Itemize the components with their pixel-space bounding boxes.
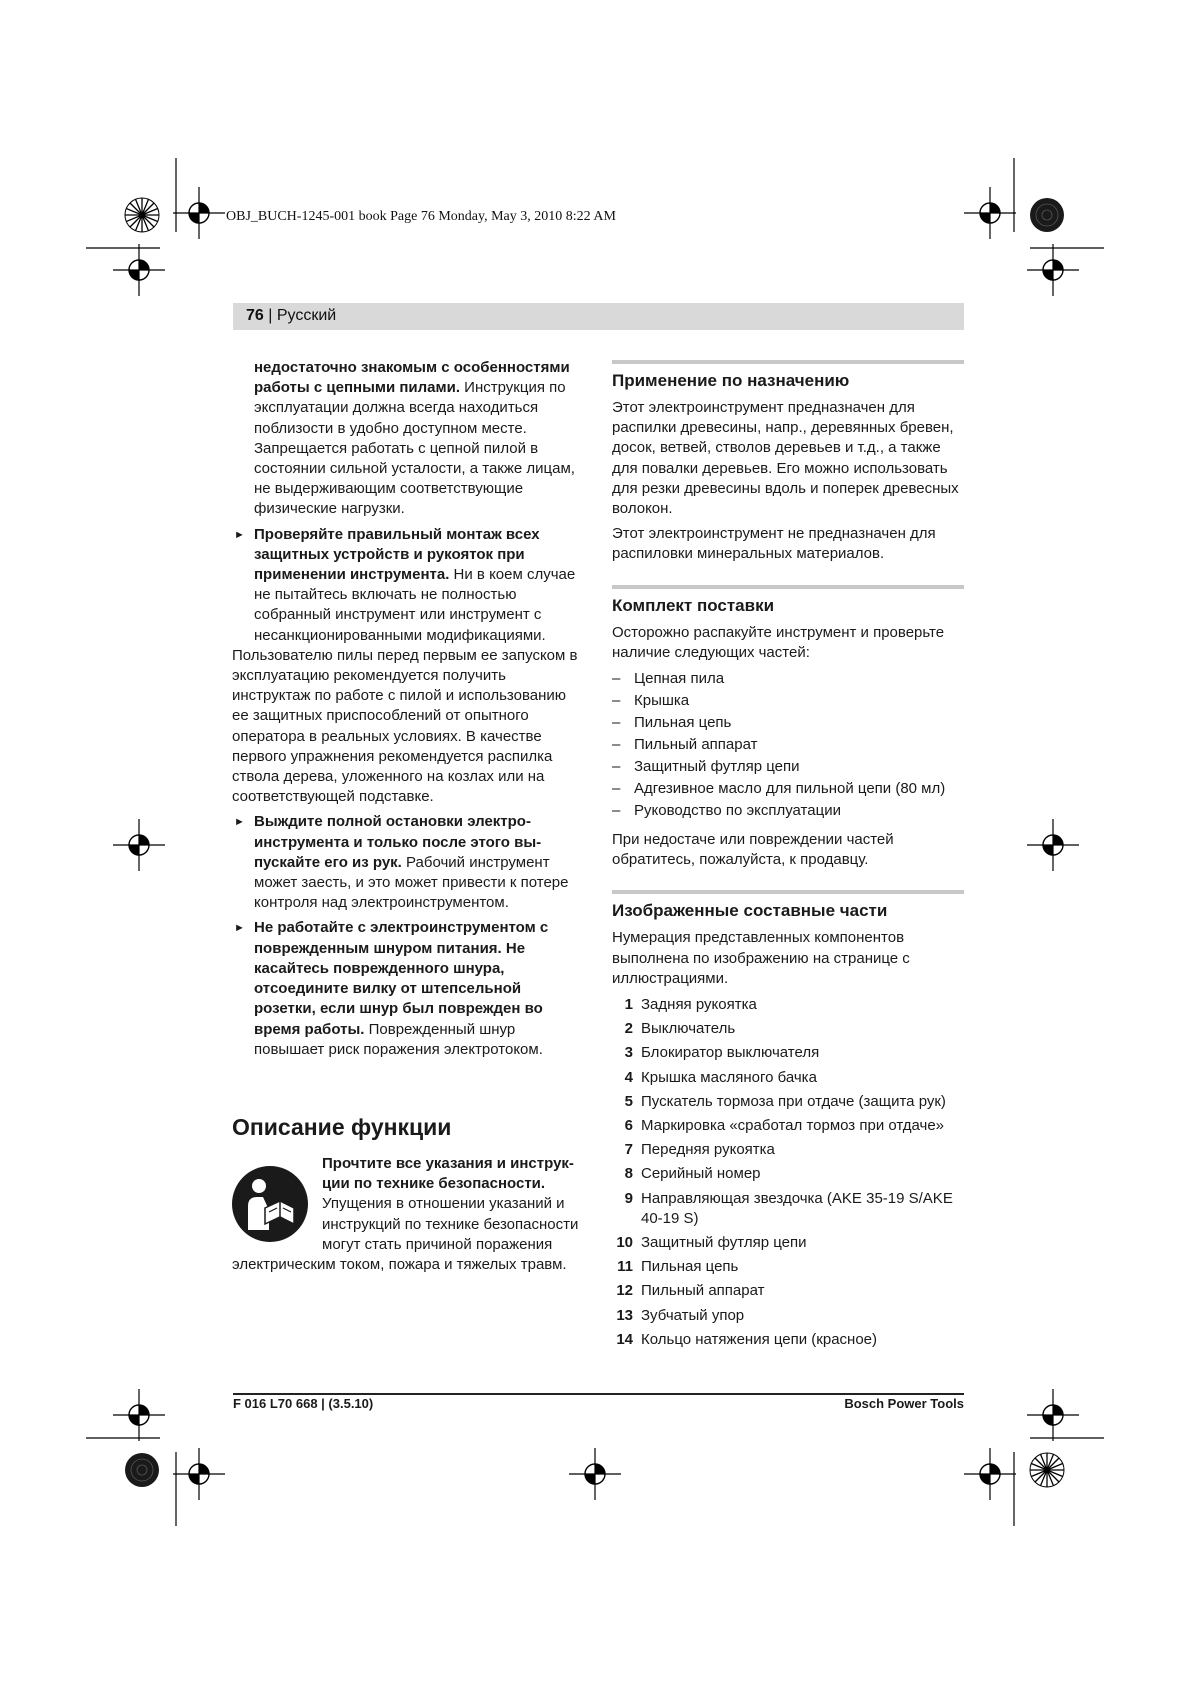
list-item: 1 Задняя рукоятка: [624, 996, 757, 1014]
header-language: Русский: [276, 307, 337, 324]
list-item: 11 Пильная цепь: [617, 1258, 739, 1276]
section-intended-use: [612, 360, 964, 565]
section-title-function: Описание функции: [232, 1113, 452, 1140]
bullet-triangle-icon: ►: [234, 528, 245, 541]
list-item: – Защитный футляр цепи: [612, 758, 800, 776]
bullet3-bold: Не работайте с электроинструментом с поврежденным шнуром питания. Не касайтесь поврежденного шнура, отсоедините вилку от штепсельной розетки, если шнур был поврежден во время работы.: [254, 919, 549, 1038]
list-item: – Адгезивное масло для пильной цепи (80 мл): [612, 780, 946, 798]
footer-doc-number: F 016 L70 668 | (3.5.10): [233, 1396, 374, 1411]
bullet2-bold: Выждите полной остановки электро-инструмента и только после этого вы-пускайте его из рук.: [254, 813, 542, 871]
footer-brand: Bosch Power Tools: [844, 1396, 964, 1411]
list-item: – Пильная цепь: [612, 714, 732, 732]
list-item: – Пильный аппарат: [612, 736, 758, 754]
bullet-triangle-icon: ►: [234, 922, 245, 935]
components-list: [612, 995, 964, 1350]
bullet1-bold: Проверяйте правильный монтаж всех защитных устройств и рукояток при применении инструмента.: [254, 525, 540, 584]
left-column: [232, 358, 584, 1275]
bullet3-text: Поврежденный шнур повышает риск поражения электротоком.: [254, 1020, 543, 1058]
safety-bullet-1: [232, 525, 584, 646]
list-item: – Крышка: [612, 692, 690, 710]
read-instructions-block: [232, 1154, 584, 1275]
bullet-triangle-icon: ►: [234, 816, 245, 829]
bullet2-text: Рабочий инструмент может заесть, и это может привести к потере контроля над электроинструментом.: [254, 853, 569, 912]
delivery-title: Комплект поставки: [612, 595, 775, 615]
list-item: – Цепная пила: [612, 670, 725, 688]
delivery-outro: При недостаче или повреждении частей обратитесь, пожалуйста, к продавцу.: [612, 831, 894, 869]
list-item: 6 Маркировка «сработал тормоз при отдаче»: [624, 1117, 945, 1135]
print-slug: OBJ_BUCH-1245-001 book Page 76 Monday, May 3, 2010 8:22 AM: [226, 209, 616, 224]
safety-bullet-2: [232, 812, 584, 913]
components-title: Изображенные составные части: [612, 901, 888, 921]
header-text: [246, 307, 336, 325]
list-item: 2 Выключатель: [624, 1020, 736, 1038]
page-number: 76: [246, 307, 264, 324]
intro-paragraph: [232, 358, 584, 520]
list-item: 7 Передняя рукоятка: [624, 1141, 775, 1159]
section-components: [612, 890, 964, 1350]
list-item: 12 Пильный аппарат: [616, 1282, 765, 1300]
list-item: 5 Пускатель тормоза при отдаче (защита рук): [624, 1092, 946, 1110]
list-item: 8 Серийный номер: [624, 1165, 761, 1183]
intro-bold: недостаточно знакомым с особенностями работы с цепными пилами.: [254, 359, 570, 397]
list-item: 4 Крышка масляного бачка: [624, 1068, 817, 1086]
read-bold: Прочтите все указания и инструк-ции по технике безопасности.: [322, 1154, 574, 1193]
list-item: 3 Блокиратор выключателя: [624, 1044, 820, 1062]
page-header: [233, 303, 964, 330]
delivery-intro: Осторожно распакуйте инструмент и проверьте наличие следующих частей:: [612, 623, 945, 661]
training-paragraph: Пользователю пилы перед первым ее запуском в эксплуатацию рекомендуется получить инструктаж по работе с пилой и использованию ее защитных приспособлений от опытного оператора в реальных условиях. В качестве первого упражнения рекомендуется распилка ствола дерева, уложенного на козлах или на соответствующей подставке.: [232, 646, 578, 806]
section-delivery: [612, 585, 964, 871]
intended-use-p1: Этот электроинструмент предназначен для распилки древесины, напр., деревянных бревен, досок, ветвей, стволов деревьев и т.д., а также для повалки деревьев. Его можно использовать для резки древесины вдоль и поперек древесных волокон.: [612, 399, 959, 518]
bullet1-text: Ни в коем случае не пытайтесь включать не полностью собранный инструмент или инструмент с несанкционированными модификациями.: [254, 566, 576, 644]
header-separator: |: [263, 307, 277, 324]
right-column: [612, 360, 964, 1354]
footer-rule: [233, 1393, 964, 1395]
delivery-list: [612, 668, 964, 822]
read-text: Упущения в отношении указаний и инструкций по технике безопасности могут стать причиной поражения электрическим током, пожара и тяжелых травм.: [232, 1195, 579, 1273]
read-manual-icon: [232, 1166, 308, 1242]
intro-text: Инструкция по эксплуатации должна всегда находиться поблизости в удобно доступном месте. Запрещается работать с цепной пилой в состоянии сильной усталости, а также лицам, не выдерживающим соответствующие физические нагрузки.: [254, 379, 575, 518]
intended-use-p2: Этот электроинструмент не предназначен для распиловки минеральных материалов.: [612, 525, 936, 563]
list-item: 14 Кольцо натяжения цепи (красное): [616, 1330, 878, 1348]
list-item: 10 Защитный футляр цепи: [616, 1234, 807, 1252]
list-item: 13 Зубчатый упор: [616, 1306, 745, 1324]
list-item: – Руководство по эксплуатации: [612, 802, 841, 820]
list-item: 9 Направляющая звездочка (AKE 35-19 S/AKE 40-19 S): [624, 1189, 953, 1227]
intended-use-title: Применение по назначению: [612, 371, 850, 390]
components-intro: Нумерация представленных компонентов выполнена по изображению на странице с иллюстрациями.: [612, 929, 910, 987]
safety-bullet-3: [232, 918, 584, 1059]
